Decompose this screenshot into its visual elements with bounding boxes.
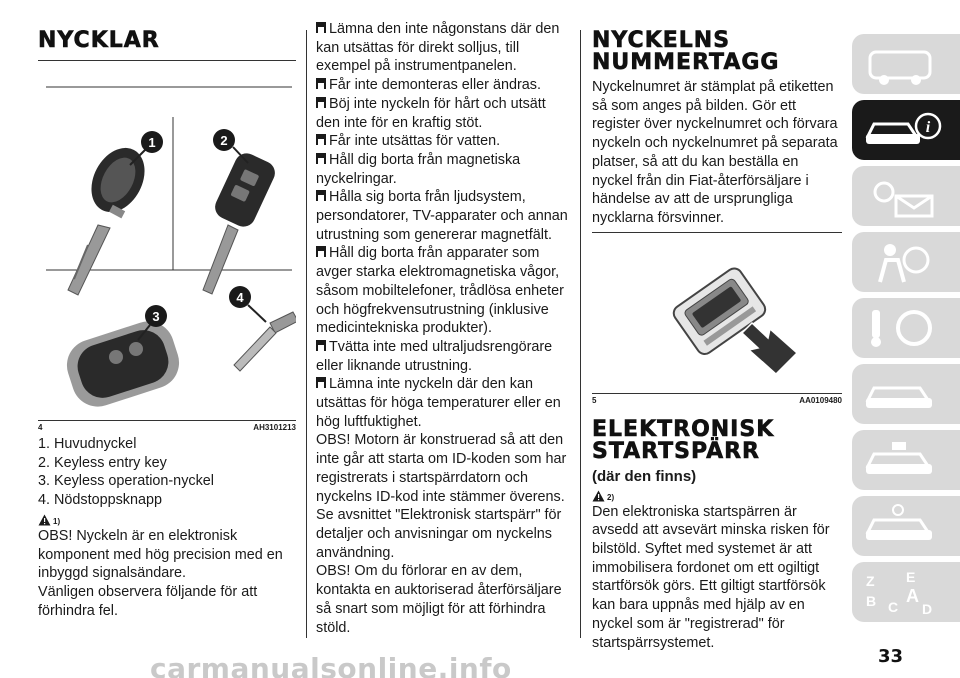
bullet-item bbox=[316, 95, 568, 132]
paragraph: Vänligen observera följande för att förhindra fel. bbox=[38, 583, 258, 619]
car-emergency-icon bbox=[862, 370, 942, 418]
bullet-item bbox=[316, 76, 568, 95]
column-key-care bbox=[316, 20, 568, 637]
svg-text:2: 2 bbox=[220, 133, 228, 148]
bullet-text: Lämna inte nyckeln där den kan utsättas för höga temperaturer eller en hög luftfuktighet. bbox=[316, 376, 561, 430]
keys-illustration bbox=[38, 65, 296, 421]
list-item: 4. Nödstoppsknapp bbox=[38, 492, 163, 509]
tab-maintenance[interactable] bbox=[852, 430, 960, 490]
column-key-number bbox=[592, 30, 842, 652]
svg-text:C: C bbox=[888, 599, 899, 615]
bullet-text: Lämna den inte någonstans där den kan utsättas för direkt solljus, till exempel på instrumentpanelen. bbox=[316, 21, 560, 75]
warning-ref: 2) bbox=[607, 492, 615, 502]
bullet-item bbox=[316, 151, 568, 188]
figure-code: AA0109480 bbox=[799, 395, 842, 405]
remote-key-image bbox=[203, 149, 279, 294]
bullet-item bbox=[316, 188, 568, 244]
svg-text:D: D bbox=[922, 601, 933, 616]
pointer-arrow-icon bbox=[742, 323, 797, 374]
column-divider bbox=[580, 30, 581, 638]
list-item: 1. Huvudnyckel bbox=[38, 436, 137, 452]
warning-ref: 1) bbox=[53, 516, 61, 526]
figure-ref: 4 bbox=[38, 423, 43, 432]
warning-marker bbox=[38, 512, 296, 526]
car-tech-icon bbox=[862, 502, 942, 550]
figure-caption bbox=[38, 423, 296, 432]
paragraph: OBS! Om du förlorar en av dem, kontakta en auktoriserad återförsäljare så snart som möjligt för att förhindra stöld. bbox=[316, 563, 562, 636]
callout-1 bbox=[130, 131, 163, 165]
car-service-icon bbox=[862, 436, 942, 484]
svg-text:3: 3 bbox=[152, 309, 160, 324]
svg-text:Z: Z bbox=[866, 573, 875, 589]
bullet-icon bbox=[316, 134, 326, 146]
figure-code: AH3101213 bbox=[253, 423, 296, 432]
key-number-figure bbox=[592, 232, 842, 394]
car-info-icon bbox=[862, 106, 942, 154]
bullet-icon bbox=[316, 190, 326, 202]
bullet-item bbox=[316, 132, 568, 151]
bullet-text: Håll dig borta från apparater som avger starka elektromagnetiska vågor, såsom mobiltelefoner, trådlösa enheter och högfrekvensutrustning (inklusive medicintekniska produkter). bbox=[316, 245, 564, 337]
bullet-text: Får inte demonteras eller ändras. bbox=[329, 77, 541, 94]
title-rule bbox=[38, 60, 296, 61]
column-divider bbox=[306, 30, 307, 638]
bullet-icon bbox=[316, 97, 326, 109]
tab-emergency[interactable] bbox=[852, 364, 960, 424]
callout-4 bbox=[229, 286, 266, 322]
bullet-icon bbox=[316, 153, 326, 165]
bullet-item bbox=[316, 244, 568, 338]
svg-text:4: 4 bbox=[236, 290, 244, 305]
column-keys bbox=[38, 30, 296, 620]
tab-technical-data[interactable] bbox=[852, 496, 960, 556]
alphabet-index-icon bbox=[862, 568, 942, 616]
bullet-icon bbox=[316, 340, 326, 352]
bullet-icon bbox=[316, 246, 326, 258]
bullet-text: Hålla sig borta från ljudsystem, persondatorer, TV-apparater och annan utrustning som genererar magnetfält. bbox=[316, 189, 568, 243]
car-dashboard-icon bbox=[862, 40, 942, 88]
figure-ref: 5 bbox=[592, 395, 597, 405]
svg-text:E: E bbox=[906, 569, 916, 585]
tab-starting-driving[interactable] bbox=[852, 298, 960, 358]
bullet-icon bbox=[316, 377, 326, 389]
keyless-operation-key-image bbox=[60, 315, 186, 414]
bullet-item bbox=[316, 338, 568, 375]
warning-lights-mail-icon bbox=[862, 172, 942, 220]
callout-2 bbox=[213, 129, 248, 163]
list-item: 3. Keyless operation-nyckel bbox=[38, 473, 214, 490]
section-title-key-number: NYCKELNS NUMMERTAGG bbox=[592, 28, 780, 75]
section-subtitle: (där den finns) bbox=[592, 467, 697, 485]
airbag-person-icon bbox=[862, 238, 942, 286]
bullet-icon bbox=[316, 78, 326, 90]
bullet-text: Får inte utsättas för vatten. bbox=[329, 133, 501, 150]
tab-dashboard[interactable] bbox=[852, 34, 960, 94]
svg-text:i: i bbox=[925, 119, 931, 136]
paragraph: OBS! Nyckeln är en elektronisk komponent med hög precision med en inbyggd signalsändare. bbox=[38, 527, 283, 582]
section-title-immobilizer: ELEKTRONISK STARTSPÄRR bbox=[592, 416, 775, 464]
paragraph: Nyckelnumret är stämplat på etiketten så som anges på bilden. Gör ett register över nyckelnumret och förvara nyckeln och nyckelnumret på separata platser, så att du kan beställa en nyckel från din Fiat-återförsäljare i händelse av att de ursprungliga nycklarna försvinner. bbox=[592, 79, 838, 226]
paragraph: Den elektroniska startspärren är avsedd att avsevärt minska risken för bilstöld. Syftet med systemet är att immobilisera fordonet om ett ogiltigt startförsök görs. Ett giltigt startförsök kan bara uppnås med hjälp av en nyckel som är "registrerad" för startspärrsystemet. bbox=[592, 503, 830, 651]
paragraph: OBS! Motorn är konstruerad så att den inte går att starta om ID-koden som har registrerats i startspärrdatorn och nyckelns ID-kod inte stämmer överens. Se avsnittet "Elektronisk startspärr" för detaljer och anvisningar om nyckelns användning. bbox=[316, 432, 567, 561]
bullet-item bbox=[316, 20, 568, 76]
bullet-text: Böj inte nyckeln för hårt och utsätt den inte för en kraftig stöt. bbox=[316, 95, 546, 131]
warning-triangle-icon bbox=[38, 514, 51, 526]
section-title-keys: NYCKLAR bbox=[38, 28, 160, 53]
watermark: carmanualsonline.info bbox=[150, 652, 512, 678]
key-list bbox=[38, 435, 296, 510]
svg-text:B: B bbox=[866, 593, 877, 609]
bullet-text: Tvätta inte med ultraljudsrengörare eller liknande utrustning. bbox=[316, 338, 553, 374]
key-tag-illustration bbox=[592, 233, 842, 395]
bullet-icon bbox=[316, 22, 326, 34]
bullet-item bbox=[316, 375, 568, 431]
bullet-list bbox=[316, 20, 568, 431]
page-number: 33 bbox=[878, 646, 904, 667]
figure-caption bbox=[592, 396, 842, 405]
list-item: 2. Keyless entry key bbox=[38, 454, 167, 471]
tab-warning-lights[interactable] bbox=[852, 166, 960, 226]
bullet-text: Håll dig borta från magnetiska nyckelringar. bbox=[316, 151, 521, 187]
tab-safety[interactable] bbox=[852, 232, 960, 292]
main-key-image bbox=[68, 139, 155, 295]
svg-text:A: A bbox=[906, 586, 919, 606]
warning-marker bbox=[592, 488, 842, 502]
steering-key-icon bbox=[862, 304, 942, 352]
warning-triangle-icon bbox=[592, 490, 605, 502]
keys-figure bbox=[38, 65, 296, 421]
tab-car-info[interactable] bbox=[852, 100, 960, 160]
svg-text:1: 1 bbox=[148, 135, 156, 150]
tab-index[interactable] bbox=[852, 562, 960, 622]
